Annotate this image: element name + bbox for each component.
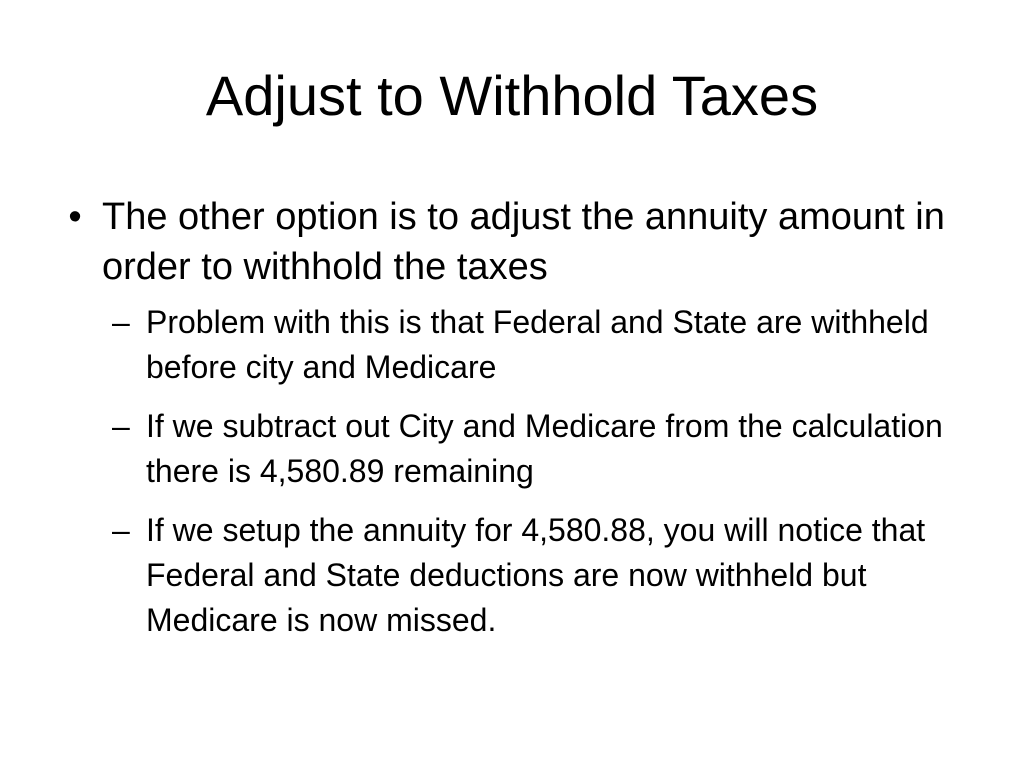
dash-marker: – — [112, 408, 130, 444]
sub-bullet-text: If we subtract out City and Medicare from the calculation there is 4,580.89 remaining — [146, 408, 943, 489]
dash-marker: – — [112, 512, 130, 548]
dash-marker: – — [112, 304, 130, 340]
sub-bullet-item — [112, 300, 960, 390]
sub-bullet-text: If we setup the annuity for 4,580.88, you will notice that Federal and State deductions are now withheld but Medicare is now missed. — [146, 512, 926, 638]
sub-bullet-item — [112, 508, 960, 643]
slide-title: Adjust to Withhold Taxes — [205, 64, 819, 127]
bullet-text: The other option is to adjust the annuity amount in order to withhold the taxes — [102, 196, 945, 288]
bullet-item — [60, 192, 960, 292]
sub-bullet-text: Problem with this is that Federal and State are withheld before city and Medicare — [146, 304, 929, 385]
sub-bullet-item — [112, 404, 960, 494]
slide-body — [60, 192, 960, 657]
bullet-marker: • — [68, 196, 82, 238]
sub-bullet-list — [112, 300, 960, 643]
